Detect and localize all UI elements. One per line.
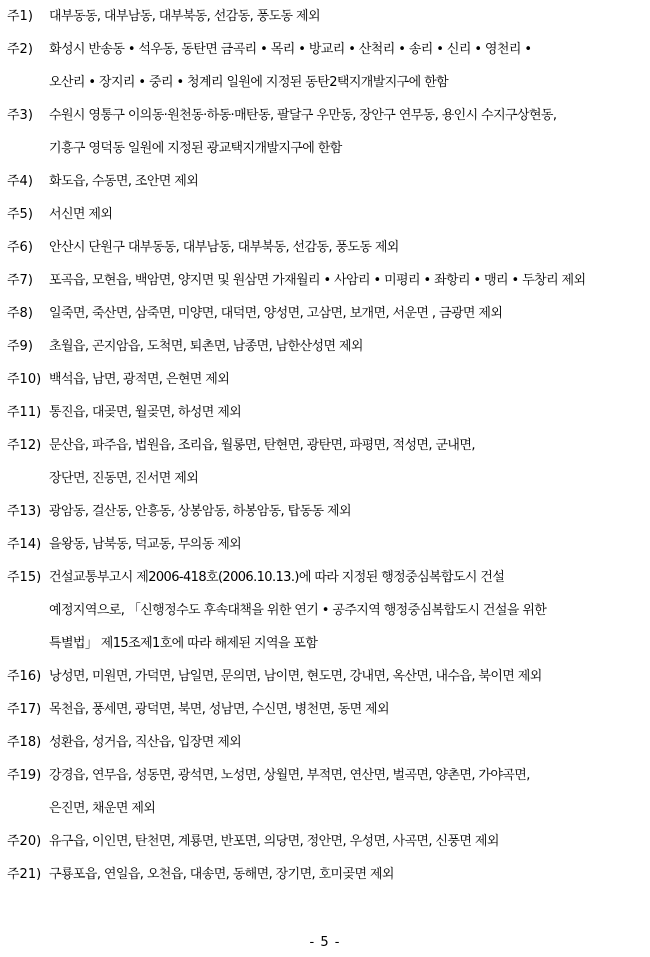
page-number: - 5 - — [309, 935, 341, 950]
footnote-body — [49, 33, 645, 99]
footnote-item — [7, 264, 645, 297]
footnote-text-line: 성환읍, 성거읍, 직산읍, 입장면 제외 — [49, 735, 242, 750]
footnote-text-line: 유구읍, 이인면, 탄천면, 계룡면, 반포면, 의당면, 정안면, 우성면, 사곡면, 신풍면 제외 — [49, 834, 499, 849]
footnote-label: 주3) — [7, 108, 33, 123]
footnote-text-line: 안산시 단원구 대부동동, 대부남동, 대부북동, 선감동, 풍도동 제외 — [49, 240, 399, 255]
footnote-label: 주12) — [7, 438, 42, 453]
footnote-label: 주13) — [7, 504, 42, 519]
footnote-text-line: 구룡포읍, 연일읍, 오천읍, 대송면, 동해면, 장기면, 호미곶면 제외 — [49, 867, 394, 882]
footnote-text-line: 오산리 • 장지리 • 중리 • 청계리 일원에 지정된 동탄2택지개발지구에 한함 — [49, 75, 449, 90]
footnote-body — [49, 330, 645, 363]
footnote-body — [49, 264, 645, 297]
footnote-body — [49, 0, 645, 33]
footnote-text-line: 예정지역으로, 「신행정수도 후속대책을 위한 연기 • 공주지역 행정중심복합도시 건설을 위한 — [49, 603, 547, 618]
footnote-body — [49, 231, 645, 264]
footnote-body — [49, 693, 645, 726]
footnote-body — [49, 660, 645, 693]
footnote-text-line: 대부동동, 대부남동, 대부북동, 선감동, 풍도동 제외 — [49, 9, 320, 24]
footnote-item — [7, 396, 645, 429]
footnote-item — [7, 231, 645, 264]
footnote-body — [49, 99, 645, 165]
footnote-item — [7, 759, 645, 825]
footnote-item — [7, 363, 645, 396]
footnote-text-line: 광암동, 걸산동, 안흥동, 상봉암동, 하봉암동, 탑동동 제외 — [49, 504, 351, 519]
footnote-label: 주9) — [7, 339, 33, 354]
footnote-label: 주19) — [7, 768, 42, 783]
footnote-item — [7, 297, 645, 330]
footnote-text-line: 서신면 제외 — [49, 207, 113, 222]
footnote-text-line: 은진면, 채운면 제외 — [49, 801, 156, 816]
footnote-text-line: 화성시 반송동 • 석우동, 동탄면 금곡리 • 목리 • 방교리 • 산척리 • 송리 • 신리 • 영천리 • — [49, 42, 532, 57]
footnote-list — [7, 0, 645, 891]
footnote-body — [49, 858, 645, 891]
footnote-item — [7, 33, 645, 99]
footnote-label: 주10) — [7, 372, 42, 387]
footnote-text-line: 일죽면, 죽산면, 삼죽면, 미양면, 대덕면, 양성면, 고삼면, 보개면, 서운면 , 금광면 제외 — [49, 306, 503, 321]
footnote-body — [49, 726, 645, 759]
footnote-label: 주7) — [7, 273, 33, 288]
footnote-text-line: 통진읍, 대곶면, 월곶면, 하성면 제외 — [49, 405, 242, 420]
footnote-item — [7, 165, 645, 198]
footnote-body — [49, 198, 645, 231]
footnote-label: 주11) — [7, 405, 42, 420]
footnote-label: 주17) — [7, 702, 42, 717]
footnote-label: 주6) — [7, 240, 33, 255]
footnote-body — [49, 429, 645, 495]
footnote-item — [7, 825, 645, 858]
footnote-body — [49, 561, 645, 660]
footnote-body — [49, 759, 645, 825]
footnote-item — [7, 429, 645, 495]
footnote-body — [49, 165, 645, 198]
footnote-text-line: 백석읍, 남면, 광적면, 은현면 제외 — [49, 372, 230, 387]
footnote-text-line: 기흥구 영덕동 일원에 지정된 광교택지개발지구에 한함 — [49, 141, 342, 156]
footnote-item — [7, 330, 645, 363]
footnote-item — [7, 0, 645, 33]
footnote-label: 주16) — [7, 669, 42, 684]
footnote-item — [7, 660, 645, 693]
footnote-item — [7, 561, 645, 660]
footnote-label: 주20) — [7, 834, 42, 849]
footnote-text-line: 낭성면, 미원면, 가덕면, 남일면, 문의면, 남이면, 현도면, 강내면, 옥산면, 내수읍, 북이면 제외 — [49, 669, 542, 684]
footnote-text-line: 장단면, 진동면, 진서면 제외 — [49, 471, 199, 486]
footnote-body — [49, 396, 645, 429]
footnote-text-line: 특별법」 제15조제1호에 따라 해제된 지역을 포함 — [49, 636, 318, 651]
footnote-text-line: 을왕동, 남북동, 덕교동, 무의동 제외 — [49, 537, 242, 552]
footnote-body — [49, 825, 645, 858]
footnote-item — [7, 858, 645, 891]
footnote-text-line: 수원시 영통구 이의동·원천동·하동·매탄동, 팔달구 우만동, 장안구 연무동, 용인시 수지구상현동, — [49, 108, 557, 123]
footnote-text-line: 초월읍, 곤지암읍, 도척면, 퇴촌면, 남종면, 남한산성면 제외 — [49, 339, 363, 354]
footnote-text-line: 건설교통부고시 제2006-418호(2006.10.13.)에 따라 지정된 행정중심복합도시 건설 — [49, 570, 505, 585]
footnote-label: 주1) — [7, 9, 33, 24]
footnote-item — [7, 495, 645, 528]
footnote-body — [49, 297, 645, 330]
footnote-label: 주4) — [7, 174, 33, 189]
footnote-body — [49, 363, 645, 396]
footnote-label: 주18) — [7, 735, 42, 750]
footnote-label: 주5) — [7, 207, 33, 222]
footnote-text-line: 강경읍, 연무읍, 성동면, 광석면, 노성면, 상월면, 부적면, 연산면, 벌곡면, 양촌면, 가야곡면, — [49, 768, 530, 783]
footnote-item — [7, 528, 645, 561]
footnote-label: 주14) — [7, 537, 42, 552]
footnote-item — [7, 99, 645, 165]
footnote-item — [7, 693, 645, 726]
footnote-body — [49, 528, 645, 561]
footnote-label: 주15) — [7, 570, 42, 585]
footnote-text-line: 목천읍, 풍세면, 광덕면, 북면, 성남면, 수신면, 병천면, 동면 제외 — [49, 702, 389, 717]
footnote-item — [7, 726, 645, 759]
footnote-label: 주8) — [7, 306, 33, 321]
footnote-text-line: 화도읍, 수동면, 조안면 제외 — [49, 174, 199, 189]
footnote-text-line: 포곡읍, 모현읍, 백암면, 양지면 및 원삼면 가재월리 • 사암리 • 미평리 • 좌항리 • 맹리 • 두창리 제외 — [49, 273, 586, 288]
footnote-item — [7, 198, 645, 231]
footnote-text-line: 문산읍, 파주읍, 법원읍, 조리읍, 월롱면, 탄현면, 광탄면, 파평면, 적성면, 군내면, — [49, 438, 475, 453]
footnote-label: 주2) — [7, 42, 33, 57]
footnote-label: 주21) — [7, 867, 42, 882]
footnote-body — [49, 495, 645, 528]
